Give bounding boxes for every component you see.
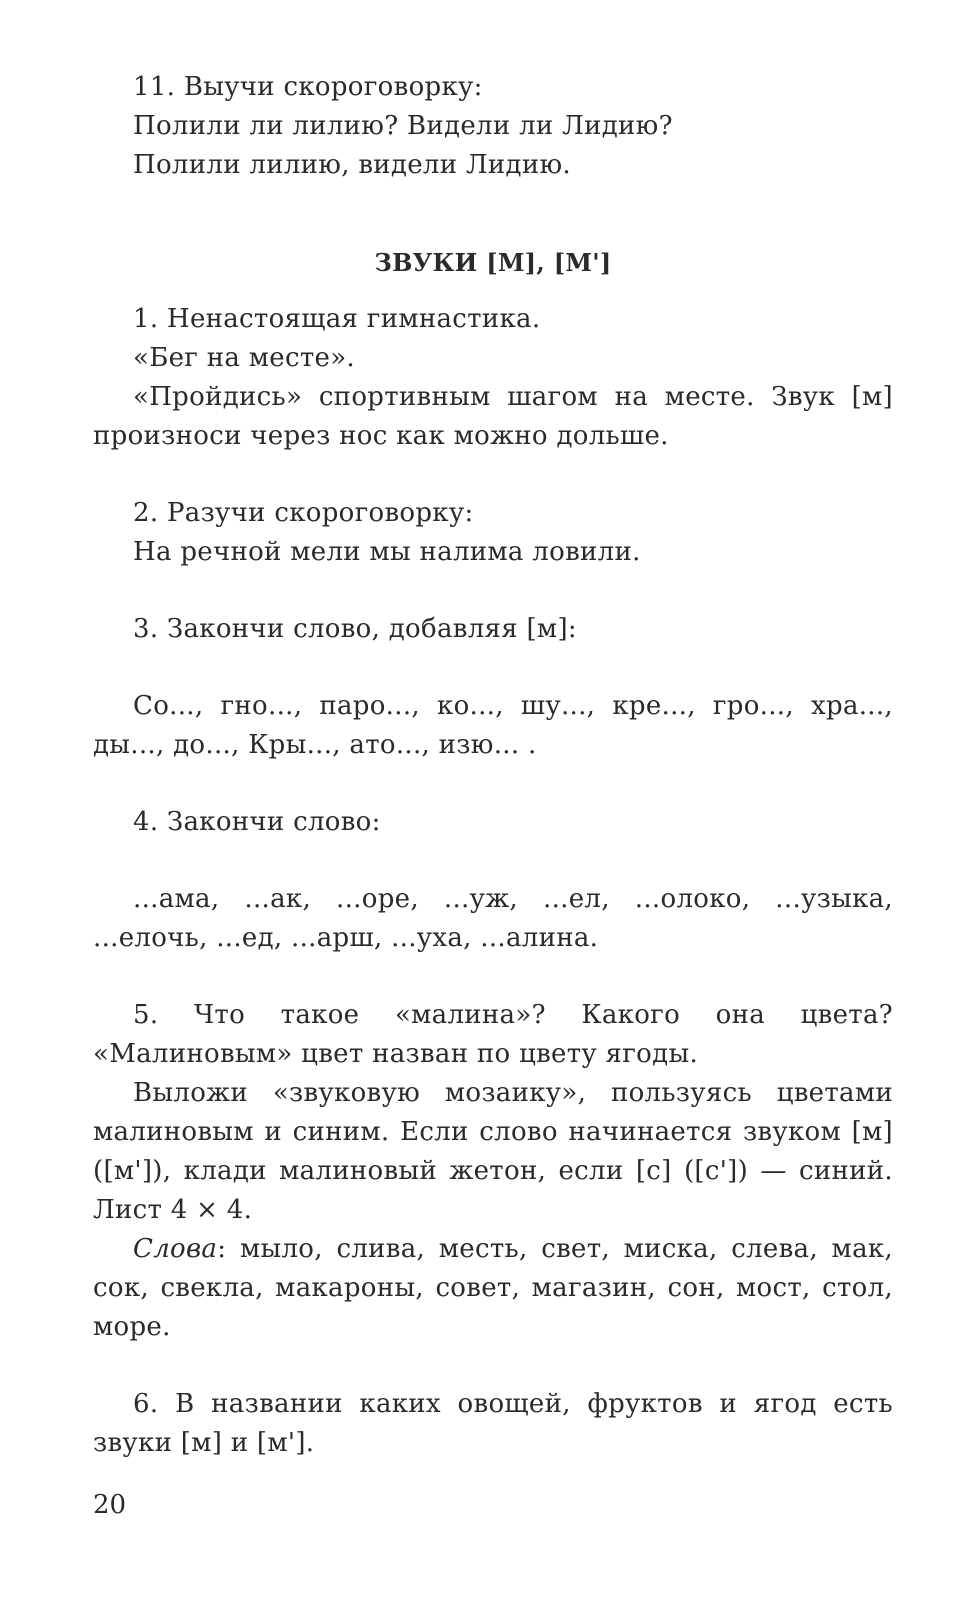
exercise-3-title: 3. Закончи слово, добавляя [м]: bbox=[133, 614, 577, 644]
exercise-2-line-1: На речной мели мы налима ловили. bbox=[133, 537, 641, 567]
exercise-1-text: «Пройдись» спортивным шагом на месте. Звук [м] произноси через нос как можно дольше. bbox=[93, 382, 893, 451]
section-heading: ЗВУКИ [М], [М'] bbox=[374, 248, 612, 277]
exercise-11-line-1: Полили ли лилию? Видели ли Лидию? bbox=[133, 111, 673, 141]
page-number: 20 bbox=[93, 1490, 127, 1520]
exercise-5-paragraph-1: 5. Что такое «малина»? Какого она цвета? «Малиновым» цвет назван по цвету ягоды. bbox=[93, 1000, 893, 1069]
exercise-4-title: 4. Закончи слово: bbox=[133, 807, 381, 837]
exercise-1-subtitle: «Бег на месте». bbox=[133, 343, 355, 373]
exercise-6-text: 6. В названии каких овощей, фруктов и ягод есть звуки [м] и [м']. bbox=[93, 1389, 893, 1458]
words-list: : мыло, слива, месть, свет, миска, слева, мак, сок, свекла, макароны, совет, магазин, сон, мост, стол, море. bbox=[93, 1234, 893, 1342]
exercise-1-title: 1. Ненастоящая гимнастика. bbox=[133, 304, 541, 334]
exercise-5-paragraph-2: Выложи «звуковую мозаику», пользуясь цветами малиновым и синим. Если слово начинается звуком [м] ([м']), клади малиновый жетон, если [с] ([с']) — синий. Лист 4 × 4. bbox=[93, 1078, 893, 1225]
words-label: Слова bbox=[133, 1234, 218, 1264]
exercise-5-words bbox=[93, 1230, 893, 1347]
exercise-11-line-2: Полили лилию, видели Лидию. bbox=[133, 150, 571, 180]
exercise-4-words: ...ама, ...ак, ...оре, ...уж, ...ел, ...олоко, ...узыка, ...елочь, ...ед, ...арш, ...уха, ...алина. bbox=[93, 884, 893, 953]
exercise-2-title: 2. Разучи скороговорку: bbox=[133, 498, 474, 528]
page-content bbox=[93, 68, 893, 1463]
exercise-11-title: 11. Выучи скороговорку: bbox=[133, 72, 483, 102]
exercise-3-words: Со..., гно..., паро..., ко..., шу..., кре..., гро..., хра..., ды..., до..., Кры..., ато..., изю... . bbox=[93, 691, 893, 760]
